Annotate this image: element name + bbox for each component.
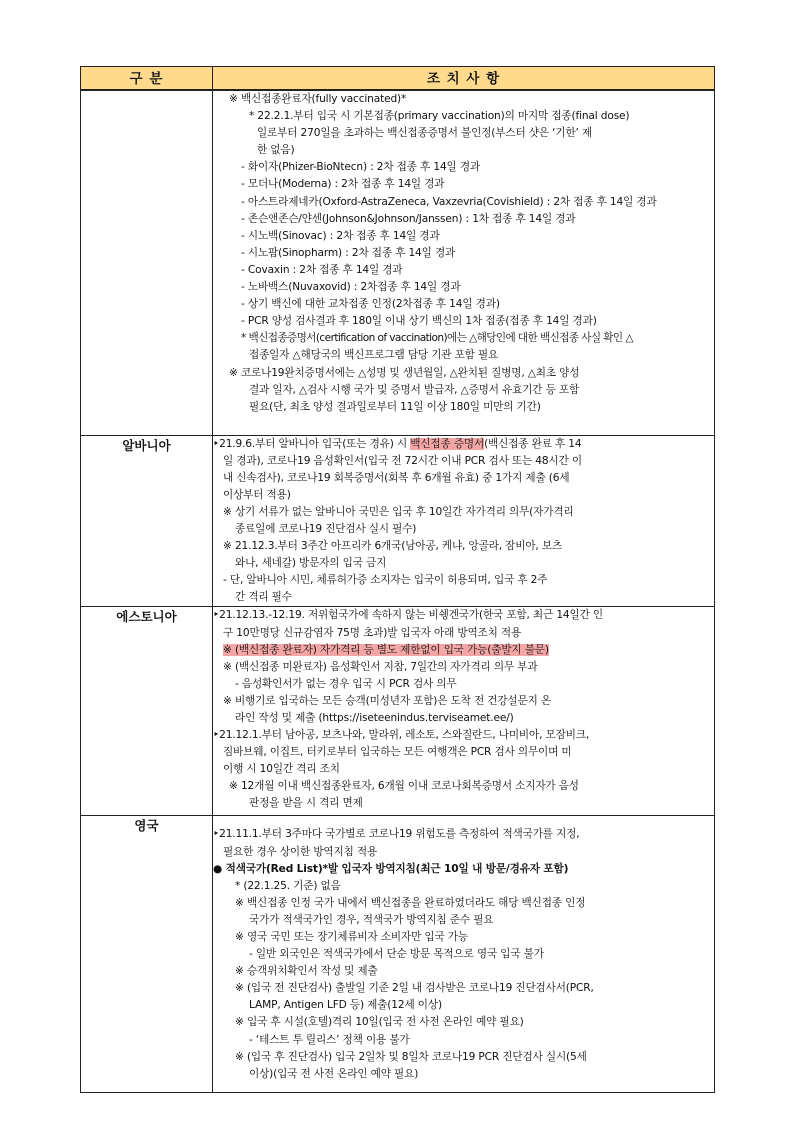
- measures-cell-uk: [213, 816, 715, 1093]
- text-line: 필요(단, 최초 양성 결과일로부터 11일 이상 180일 미만의 기간): [249, 400, 541, 413]
- measures-cell-estonia: [213, 607, 715, 816]
- text-line: - ‘테스트 투 릴리스’ 정책 이용 불가: [249, 1033, 410, 1046]
- text-line: * 22.2.1.부터 입국 시 기본접종(primary vaccination)의 마지막 접종(final dose): [249, 110, 630, 123]
- text-line: 결과 일자, △검사 시행 국가 및 증명서 발급자, △증명서 유효기간 등 포함: [249, 383, 580, 396]
- measures-cell-albania: [213, 435, 715, 607]
- table-row: [81, 90, 715, 435]
- text-line: 일 경과), 코로나19 음성확인서(입국 전 72시간 이내 PCR 검사 또는 48시간 이: [223, 454, 582, 467]
- text-line: 라인 작성 및 제출 (https://iseteenindus.terviseamet.ee/): [235, 712, 514, 724]
- region-cell-estonia: 에스토니아: [81, 607, 213, 816]
- text-line: ※ 승객위치확인서 작성 및 제출: [235, 965, 378, 978]
- text-line: 판정을 받을 시 격리 면제: [249, 797, 363, 810]
- text-line: ※ (백신접종 미완료자) 음성확인서 지참, 7일간의 자가격리 의무 부과: [223, 660, 538, 673]
- text-line: ‣21.12.13.-12.19. 저위험국가에 속하지 않는 비쉥겐국가(한국 포함, 최근 14일간 인: [213, 609, 603, 622]
- text-line: - 시노팜(Sinopharm) : 2차 접종 후 14일 경과: [241, 246, 456, 259]
- table-header-row: [81, 67, 715, 91]
- text-line: ‣21.12.1.부터 남아공, 보츠나와, 말라위, 레소토, 스와질란드, 나미비아, 모잠비크,: [213, 729, 590, 742]
- region-cell-empty: [81, 90, 213, 435]
- text-line: - Covaxin : 2차 접종 후 14일 경과: [241, 263, 403, 276]
- text-line: ※ 21.12.3.부터 3주간 아프리카 6개국(남아공, 케냐, 앙골라, 잠비아, 보츠: [223, 540, 563, 553]
- region-cell-albania: 알바니아: [81, 435, 213, 607]
- text-line: 필요한 경우 상이한 방역지침 적용: [223, 845, 378, 858]
- text-line: * 백신접종증명서(certification of vaccination)에는 △해당인에 대한 백신접종 사실 확인 △: [241, 332, 633, 345]
- text-line: ※ 백신접종 인정 국가 내에서 백신접종을 완료하였더라도 해당 백신접종 인정: [235, 896, 586, 909]
- text-line: 접종일자 △해당국의 백신프로그램 담당 기관 포함 필요: [249, 349, 499, 362]
- text-line: 일로부터 270일을 초과하는 백신접종증명서 불인정(부스터 샷은 ‘기한’ 제: [257, 127, 593, 140]
- text-line: ※ 입국 후 시설(호텔)격리 10일(입국 전 사전 온라인 예약 필요): [235, 1016, 524, 1029]
- text-line: - 노바백스(Nuvaxovid) : 2차접종 후 14일 경과: [241, 281, 461, 294]
- text-line: - 일반 외국인은 적색국가에서 단순 방문 목적으로 영국 입국 불가: [249, 948, 544, 961]
- table-row: [81, 435, 715, 607]
- text-line: ※ 백신접종완료자(fully vaccinated)*: [229, 93, 407, 105]
- text-line: ※ 코로나19완치증명서에는 △성명 및 생년월일, △완치된 질병명, △최초 양성: [229, 366, 580, 379]
- text-line: [213, 642, 714, 659]
- text-line: 구 10만명당 신규감염자 75명 초과)발 입국자 아래 방역조치 적용: [223, 626, 522, 639]
- highlight-vaccinated-entry: ※ (백신접종 완료자) 자가격리 등 별도 제한없이 입국 가능(출발지 불문): [223, 643, 549, 656]
- text-line: ※ 12개월 이내 백신접종완료자, 6개월 이내 코로나회복증명서 소지자가 음성: [229, 780, 579, 793]
- text-line: - 모더나(Moderna) : 2차 접종 후 14일 경과: [241, 178, 445, 191]
- table-row: [81, 816, 715, 1093]
- text-line: 내 신속검사), 코로나19 회복증명서(회복 후 6개월 유효) 중 1가지 제출 (6세: [223, 471, 570, 484]
- text-line: ‣21.9.6.부터 알바니아 입국(또는 경유) 시 백신접종 증명서(백신접종 완료 후 14: [213, 437, 582, 450]
- text-line: ※ (입국 후 진단검사) 입국 2일차 및 8일차 코로나19 PCR 진단검사 실시(5세: [235, 1050, 587, 1063]
- text-line: ‣21.11.1.부터 3주마다 국가별로 코로나19 위험도를 측정하여 적색국가를 지정,: [213, 828, 580, 841]
- text-line: 이행 시 10일간 격리 조치: [223, 763, 340, 776]
- header-measures: 조 치 사 항: [213, 67, 715, 91]
- text-line: ※ 상기 서류가 없는 알바니아 국민은 입국 후 10일간 자가격리 의무(자가격리: [223, 505, 574, 518]
- text-line: 한 없음): [257, 144, 295, 157]
- table-row: [81, 607, 715, 816]
- text-line: 짐바브웨, 이집트, 터키로부터 입국하는 모든 여행객은 PCR 검사 의무이며 미: [223, 746, 572, 759]
- text-line-red-list: ● 적색국가(Red List)*발 입국자 방역지침(최근 10일 내 방문/경유자 포함): [213, 862, 569, 875]
- text-line: - 시노백(Sinovac) : 2차 접종 후 14일 경과: [241, 229, 440, 242]
- region-cell-uk: 영국: [81, 816, 213, 1093]
- header-category: 구 분: [81, 67, 213, 91]
- measures-table: [80, 66, 715, 1093]
- highlight-vaccine-certificate: 백신접종 증명서: [410, 437, 485, 450]
- text-line: 국가가 적색국가인 경우, 적색국가 방역지침 준수 필요: [249, 913, 494, 926]
- text-line: - 화이자(Phizer-BioNtecn) : 2차 접종 후 14일 경과: [241, 161, 481, 174]
- measures-cell-vaccination: [213, 90, 715, 435]
- text-line: ※ 영국 국민 또는 장기체류비자 소비자만 입국 가능: [235, 931, 468, 943]
- text-line: - 음성확인서가 없는 경우 입국 시 PCR 검사 의무: [235, 677, 457, 690]
- text-line: 와나, 세네갈) 방문자의 입국 금지: [235, 557, 387, 570]
- text-line: 종료일에 코로나19 진단검사 실시 필수): [235, 522, 417, 535]
- text-line: - 존슨앤존슨/얀센(Johnson&Johnson/Janssen) : 1차 접종 후 14일 경과: [241, 212, 576, 225]
- text-line: - 단, 알바니아 시민, 체류허가증 소지자는 입국이 허용되며, 입국 후 2주: [223, 574, 548, 587]
- text-line: ※ 비행기로 입국하는 모든 승객(미성년자 포함)은 도착 전 건강설문지 온: [223, 694, 551, 707]
- text-line: 이상부터 적용): [223, 488, 291, 501]
- text-line: ※ (입국 전 진단검사) 출발일 기준 2일 내 검사받은 코로나19 진단검사서(PCR,: [235, 982, 594, 995]
- text-line: - 상기 백신에 대한 교차접종 인정(2차접종 후 14일 경과): [241, 298, 500, 311]
- text-line: - PCR 양성 검사결과 후 180일 이내 상기 백신의 1차 접종(접종 후 14일 경과): [241, 315, 597, 328]
- text-line: * (22.1.25. 기준) 없음: [235, 879, 341, 892]
- text-line: LAMP, Antigen LFD 등) 제출(12세 이상): [249, 999, 442, 1012]
- text-line: 이상)(입국 전 사전 온라인 예약 필요): [249, 1067, 419, 1080]
- text-line: 간 격리 필수: [235, 591, 292, 604]
- text-line: - 아스트라제네카(Oxford-AstraZeneca, Vaxzevria(Covishield) : 2차 접종 후 14일 경과: [241, 195, 657, 208]
